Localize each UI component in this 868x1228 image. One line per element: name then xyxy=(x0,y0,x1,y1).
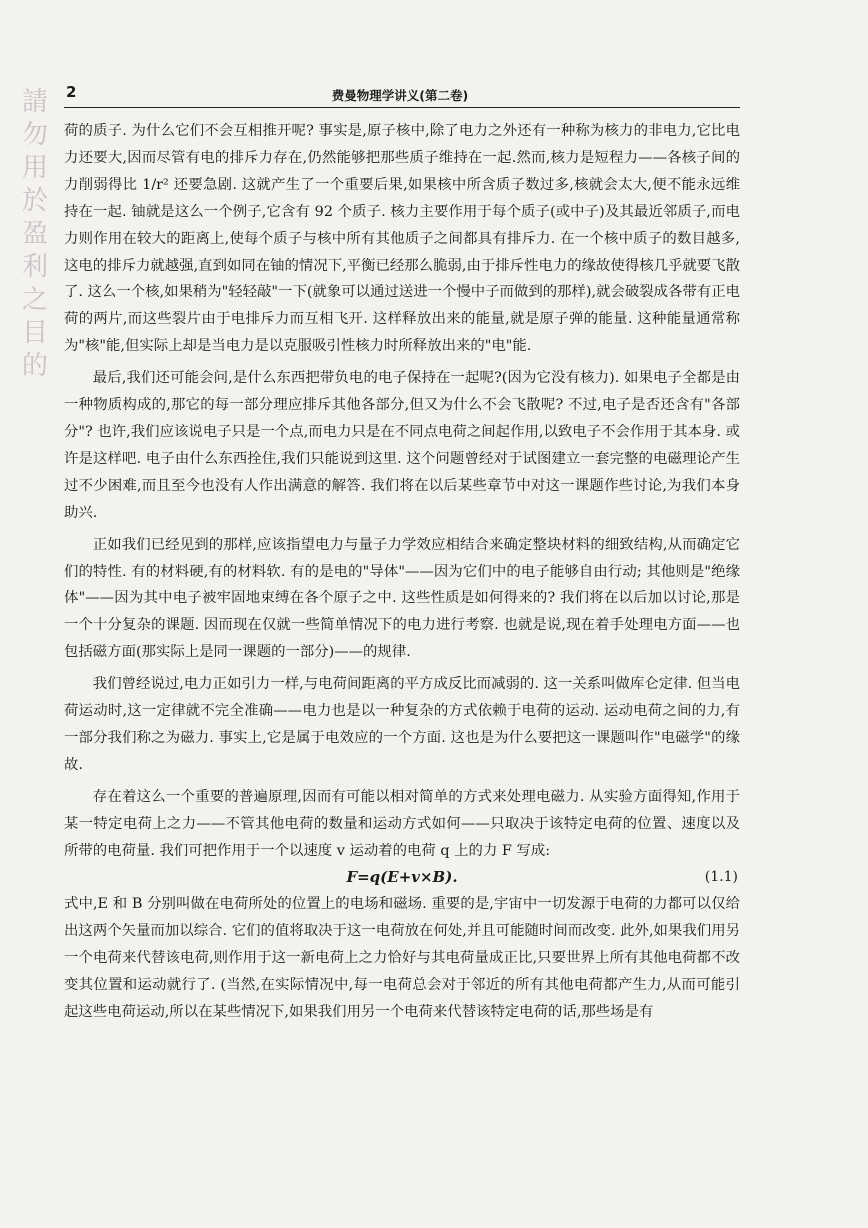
watermark-char: 目 xyxy=(21,318,48,348)
watermark-char: 的 xyxy=(21,351,48,381)
equation-formula: F=q(E+v×B). xyxy=(346,868,458,887)
paragraph-electron-stability: 最后,我们还可能会问,是什么东西把带负电的电子保持在一起呢?(因为它没有核力). 如果电子全都是由一种物质构成的,那它的每一部分理应排斥其他各部分,但又为什么不会飞散呢? 不过,电子是否还含有"各部分"? 也许,我们应该说电子只是一个点,而电力只是在不同点电荷之间起作用,以致电子不会作用于其本身. 或许是这样吧. 电子由什么东西拴住,我们只能说到这里. 这个问题曾经对于试图建立一套完整的电磁理论产生过不少困难,而且至今也没有人作出满意的解答. 我们将在以后某些章节中对这一课题作些讨论,为我们本身助兴. xyxy=(64,370,740,521)
paragraph-fields: 式中,E 和 B 分别叫做在电荷所处的位置上的电场和磁场. 重要的是,宇宙中一切发源于电荷的力都可以仅给出这两个矢量而加以综合. 它们的值将取决于这一电荷放在何处,并且可能随时间而改变. 此外,如果我们用另一个电荷来代替该电荷,则作用于这一新电荷上之力恰好与其电荷量成正比,只要世界上所有其他电荷都不改变其位置和运动就行了. (当然,在实际情况中,每一电荷总会对于邻近的所有其他电荷都产生力,从而可能引起这些电荷运动,所以在某些情况下,如果我们用另一个电荷来代替该特定电荷的话,那些场是有 xyxy=(64,896,740,1021)
paragraph-lorentz-intro: 存在着这么一个重要的普遍原理,因而有可能以相对简单的方式来处理电磁力. 从实验方面得知,作用于某一特定电荷上之力——不管其他电荷的数量和运动方式如何——只取决于该特定电荷的位置、速度以及所带的电荷量. 我们可把作用于一个以速度 v 运动着的电荷 q 上的力 F 写成: xyxy=(64,788,740,859)
watermark-char: 請 xyxy=(21,87,48,117)
equation-lorentz-force xyxy=(64,864,740,891)
header-rule xyxy=(64,107,740,108)
watermark-char: 之 xyxy=(21,285,48,315)
paragraph-coulomb-law: 我们曾经说过,电力正如引力一样,与电荷间距离的平方成反比而减弱的. 这一关系叫做库仑定律. 但当电荷运动时,这一定律就不完全准确——电力也是以一种复杂的方式依赖于电荷的运动. 运动电荷之间的力,有一部分我们称之为磁力. 事实上,它是属于电效应的一个方面. 这也是为什么要把这一课题叫作"电磁学"的缘故. xyxy=(64,676,740,773)
equation-number: (1.1) xyxy=(704,869,738,886)
watermark-char: 用 xyxy=(21,153,48,183)
running-title: 费曼物理学讲义(第二卷) xyxy=(331,88,469,103)
watermark-char: 勿 xyxy=(21,120,48,150)
paragraph-nuclear-force: 荷的质子. 为什么它们不会互相推开呢? 事实是,原子核中,除了电力之外还有一种称为核力的非电力,它比电力还要大,因而尽管有电的排斥力存在,仍然能够把那些质子维持在一起.然而,核力是短程力——各核子间的力削弱得比 1/r² 还要急剧. 这就产生了一个重要后果,如果核中所含质子数过多,核就会太大,便不能永远维持在一起. 铀就是这么一个例子,它含有 92 个质子. 核力主要作用于每个质子(或中子)及其最近邻质子,而电力则作用在较大的距离上,使每个质子与核中所有其他质子之间都具有排斥力. 在一个核中质子的数目越多,这电的排斥力就越强,直到如同在铀的情况下,平衡已经那么脆弱,由于排斥性电力的缘故使得核几乎就要飞散了. 这么一个核,如果稍为"轻轻敲"一下(就象可以通过送进一个慢中子而做到的那样),就会破裂成各带有正电荷的两片,而这些裂片由于电排斥力而互相飞开. 这样释放出来的能量,就是原子弹的能量. 这种能量通常称为"核"能,但实际上却是当电力是以克服吸引性核力时所释放出来的"电"能. xyxy=(64,123,740,355)
watermark-char: 利 xyxy=(21,252,48,282)
watermark-char: 盈 xyxy=(21,219,48,249)
watermark-char: 於 xyxy=(21,186,48,216)
page-number: 2 xyxy=(66,83,77,101)
paragraph-material-structure: 正如我们已经见到的那样,应该指望电力与量子力学效应相结合来确定整块材料的细致结构,从而确定它们的特性. 有的材料硬,有的材料软. 有的是电的"导体"——因为它们中的电子能够自由行动; 其他则是"绝缘体"——因为其中电子被牢固地束缚在各个原子之中. 这些性质是如何得来的? 我们将在以后加以讨论,那是一个十分复杂的课题. 因而现在仅就一些简单情况下的电力进行考察. 也就是说,现在着手处理电方面——也包括磁方面(那实际上是同一课题的一部分)——的规律. xyxy=(64,536,740,661)
page-body xyxy=(64,118,740,1026)
watermark-vertical xyxy=(18,86,52,383)
